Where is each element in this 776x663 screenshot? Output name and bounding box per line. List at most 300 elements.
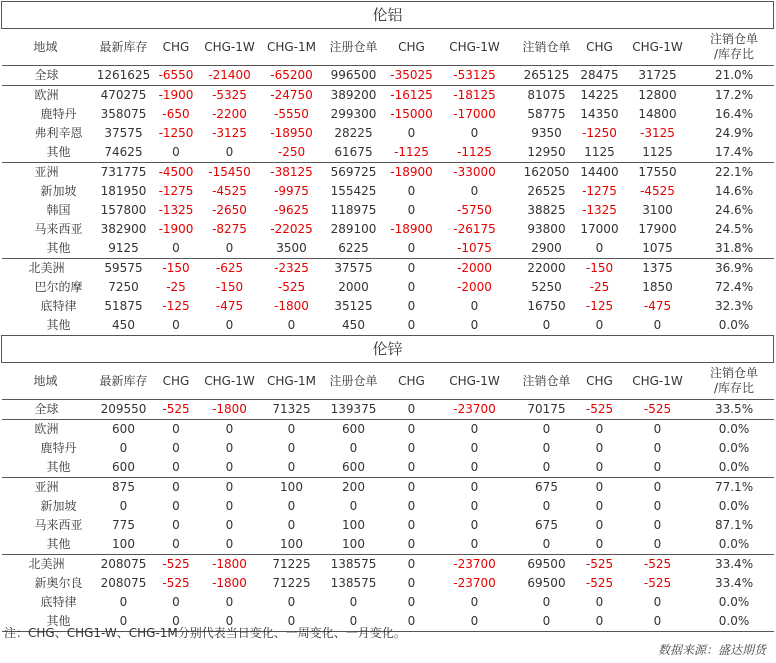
data-cell: 0 <box>389 535 435 555</box>
data-cell: 138575 <box>330 576 377 590</box>
data-cell: 0.0% <box>695 535 774 555</box>
data-cell: 87.1% <box>714 518 754 532</box>
data-cell: 600 <box>112 422 135 436</box>
data-cell: 139375 <box>319 400 389 420</box>
column-header: 注册仓单 <box>319 363 389 400</box>
data-cell: -525 <box>158 400 195 420</box>
data-cell: -23700 <box>453 576 496 590</box>
region-name: 北美洲 <box>28 261 65 275</box>
data-cell: 0 <box>349 499 358 513</box>
section-title: 伦锌 <box>2 336 774 363</box>
data-cell: -1325 <box>158 203 194 217</box>
data-cell: 3500 <box>265 239 319 259</box>
column-header: CHG <box>579 363 621 400</box>
data-cell: -2650 <box>212 203 247 217</box>
data-cell: 24.6% <box>714 203 754 217</box>
data-cell: 0 <box>172 499 180 513</box>
data-cell: 0 <box>225 422 234 436</box>
data-cell: -26175 <box>453 222 496 236</box>
section-title: 伦铝 <box>2 2 774 29</box>
data-cell: -53125 <box>435 66 515 86</box>
data-cell: -525 <box>643 576 672 590</box>
region-name: 新加坡 <box>40 499 77 513</box>
column-header: CHG-1W <box>621 29 695 66</box>
data-cell: 0.0% <box>718 441 750 455</box>
data-cell: 24.9% <box>714 126 754 140</box>
sub-region-row <box>2 182 774 201</box>
data-cell: -15450 <box>208 165 251 179</box>
sub-region-row <box>2 593 774 612</box>
sub-region-row <box>2 220 774 239</box>
data-cell: 0 <box>470 499 479 513</box>
data-cell: 0 <box>407 441 416 455</box>
data-cell: 0 <box>470 126 479 140</box>
data-cell: -5325 <box>212 88 247 102</box>
data-cell: 81075 <box>527 88 566 102</box>
data-cell: -18900 <box>390 165 433 179</box>
region-name: 全球 <box>2 400 90 420</box>
data-cell: 157800 <box>100 203 147 217</box>
data-cell: -35025 <box>389 66 435 86</box>
data-cell: 0 <box>595 518 604 532</box>
data-cell: 0 <box>158 458 195 478</box>
data-cell: 470275 <box>100 88 147 102</box>
data-cell: 0 <box>621 535 695 555</box>
data-cell: 0 <box>265 612 319 632</box>
data-cell: 0 <box>225 518 234 532</box>
data-cell: 0 <box>407 480 416 494</box>
data-cell: 118975 <box>330 203 377 217</box>
header-line: /库存比 <box>714 381 755 395</box>
data-cell: 93800 <box>527 222 566 236</box>
data-cell: -9625 <box>274 203 309 217</box>
data-cell: 0 <box>407 422 416 436</box>
column-header: CHG-1W <box>195 29 265 66</box>
data-cell: -525 <box>585 576 614 590</box>
data-cell: -2000 <box>457 261 492 275</box>
data-cell: 0 <box>287 441 296 455</box>
sub-region-row <box>2 574 774 593</box>
header-line: 注销仓单 <box>710 32 759 46</box>
data-cell: 0 <box>195 143 265 163</box>
data-cell: 775 <box>112 518 135 532</box>
column-header: CHG-1M <box>265 29 319 66</box>
data-cell: 0 <box>579 239 621 259</box>
data-cell: 35125 <box>334 299 373 313</box>
data-cell: 0 <box>225 480 234 494</box>
data-cell: 0.0% <box>718 499 750 513</box>
column-header <box>695 29 774 66</box>
data-cell: 0 <box>158 612 195 632</box>
data-cell: 37575 <box>334 261 373 275</box>
data-cell: 0 <box>158 316 195 336</box>
region-name: 鹿特丹 <box>40 107 77 121</box>
data-cell: -525 <box>579 400 621 420</box>
region-name: 新加坡 <box>40 184 77 198</box>
data-cell: 0 <box>542 595 551 609</box>
data-cell: 71225 <box>272 557 311 571</box>
data-cell: 0 <box>435 612 515 632</box>
data-cell: 0 <box>407 518 416 532</box>
data-cell: 61675 <box>319 143 389 163</box>
data-cell: 100 <box>342 518 365 532</box>
data-cell: 0 <box>542 441 551 455</box>
data-cell: 0 <box>515 316 579 336</box>
data-cell: 0 <box>470 422 479 436</box>
data-cell: -1800 <box>195 400 265 420</box>
data-cell: 569725 <box>330 165 377 179</box>
data-cell: -525 <box>162 557 190 571</box>
data-cell: 16750 <box>527 299 566 313</box>
data-cell: -22025 <box>270 222 313 236</box>
data-cell: 996500 <box>319 66 389 86</box>
data-cell: 0 <box>595 422 604 436</box>
data-cell: 0 <box>319 612 389 632</box>
sub-region-row <box>2 535 774 555</box>
data-cell: 58775 <box>527 107 566 121</box>
data-cell: 0 <box>470 518 479 532</box>
data-cell: -525 <box>585 557 614 571</box>
data-cell: 100 <box>280 480 303 494</box>
region-name: 其他 <box>2 612 90 632</box>
region-name: 巴尔的摩 <box>34 280 83 294</box>
data-cell: 77.1% <box>714 480 754 494</box>
data-cell: 675 <box>535 518 558 532</box>
column-header: 最新库存 <box>90 363 158 400</box>
region-name: 其他 <box>2 458 90 478</box>
data-cell: 71225 <box>272 576 311 590</box>
footnote: 注：CHG、CHG1-W、CHG-1M分别代表当日变化、一周变化、一月变化。 <box>4 626 406 640</box>
data-cell: 33.5% <box>695 400 774 420</box>
data-cell: 0 <box>389 612 435 632</box>
data-cell: 16.4% <box>714 107 754 121</box>
data-cell: -65200 <box>265 66 319 86</box>
column-header: CHG-1W <box>435 363 515 400</box>
data-cell: 37575 <box>104 126 143 140</box>
data-cell: -525 <box>162 576 190 590</box>
data-cell: -4525 <box>212 184 247 198</box>
data-cell: 2000 <box>338 280 369 294</box>
data-cell: 0.0% <box>695 458 774 478</box>
column-header: CHG <box>389 363 435 400</box>
region-row <box>2 478 774 498</box>
region-name: 鹿特丹 <box>40 441 77 455</box>
data-cell: 0.0% <box>695 612 774 632</box>
data-cell: -2000 <box>457 280 492 294</box>
data-cell: 0.0% <box>718 422 750 436</box>
data-cell: -2325 <box>274 261 309 275</box>
region-row <box>2 420 774 440</box>
data-cell: 358075 <box>100 107 147 121</box>
data-cell: 0 <box>653 595 662 609</box>
data-cell: 450 <box>319 316 389 336</box>
data-cell: 7250 <box>108 280 139 294</box>
data-cell: 72.4% <box>714 280 754 294</box>
data-cell: 0 <box>265 458 319 478</box>
data-cell: -125 <box>585 299 614 313</box>
data-cell: 0 <box>265 316 319 336</box>
data-cell: -18950 <box>270 126 313 140</box>
data-cell: 0 <box>407 280 416 294</box>
region-name: 其他 <box>2 316 90 336</box>
data-cell: 17000 <box>580 222 619 236</box>
data-cell: -1275 <box>158 184 194 198</box>
data-cell: -625 <box>215 261 244 275</box>
data-cell: 0 <box>470 299 479 313</box>
data-cell: 0 <box>621 316 695 336</box>
data-cell: 289100 <box>330 222 377 236</box>
data-cell: -475 <box>215 299 244 313</box>
column-header: 最新库存 <box>90 29 158 66</box>
section-title-row <box>2 336 774 363</box>
data-cell: 9350 <box>531 126 562 140</box>
region-name: 底特律 <box>40 299 77 313</box>
data-source: 数据来源：盛达期货 <box>657 643 766 657</box>
data-cell: 24.5% <box>714 222 754 236</box>
data-cell: 0 <box>470 441 479 455</box>
data-cell: 21.0% <box>695 66 774 86</box>
data-cell: -25 <box>166 280 186 294</box>
region-name: 其他 <box>2 143 90 163</box>
column-header <box>695 363 774 400</box>
data-cell: 17550 <box>638 165 677 179</box>
column-header: 地域 <box>2 29 90 66</box>
data-cell: 600 <box>90 458 158 478</box>
data-cell: -250 <box>265 143 319 163</box>
region-name: 亚洲 <box>34 480 59 494</box>
data-cell: 0 <box>435 535 515 555</box>
data-cell: 0 <box>349 595 358 609</box>
data-cell: 22000 <box>527 261 566 275</box>
data-cell: 2900 <box>515 239 579 259</box>
data-cell: 33.4% <box>714 557 754 571</box>
data-cell: 59575 <box>104 261 143 275</box>
region-name: 亚洲 <box>34 165 59 179</box>
data-cell: 14400 <box>580 165 619 179</box>
data-cell: 71325 <box>265 400 319 420</box>
data-cell: -525 <box>643 557 672 571</box>
data-cell: 208075 <box>100 557 147 571</box>
data-cell: 14.6% <box>714 184 754 198</box>
column-header: CHG <box>158 29 195 66</box>
data-cell: 0 <box>195 458 265 478</box>
data-cell: 0 <box>158 143 195 163</box>
data-cell: -24750 <box>270 88 313 102</box>
section-title-row <box>2 2 774 29</box>
data-cell: 138575 <box>330 557 377 571</box>
data-cell: -125 <box>162 299 190 313</box>
data-cell: 162050 <box>523 165 570 179</box>
data-cell: 6225 <box>319 239 389 259</box>
data-cell: -525 <box>621 400 695 420</box>
data-cell: 0 <box>653 422 662 436</box>
data-cell: -5550 <box>274 107 309 121</box>
data-cell: -475 <box>643 299 672 313</box>
data-cell: 0 <box>119 441 128 455</box>
data-cell: 0 <box>653 480 662 494</box>
data-cell: 0 <box>90 612 158 632</box>
column-header: CHG <box>158 363 195 400</box>
data-cell: 69500 <box>527 576 566 590</box>
data-cell: 17900 <box>638 222 677 236</box>
data-cell: -4525 <box>640 184 675 198</box>
data-cell: 675 <box>535 480 558 494</box>
sub-region-row <box>2 124 774 143</box>
data-cell: -18125 <box>453 88 496 102</box>
data-cell: -1900 <box>158 222 194 236</box>
data-cell: -3125 <box>212 126 247 140</box>
data-cell: 100 <box>90 535 158 555</box>
data-cell: 0 <box>653 441 662 455</box>
region-name: 北美洲 <box>28 557 65 571</box>
data-cell: 74625 <box>90 143 158 163</box>
sub-region-row <box>2 458 774 478</box>
data-cell: 0 <box>195 239 265 259</box>
data-cell: 0 <box>407 126 416 140</box>
data-cell: 1375 <box>642 261 673 275</box>
region-row <box>2 259 774 279</box>
data-cell: -3125 <box>640 126 675 140</box>
data-cell: 0 <box>470 480 479 494</box>
sub-region-row <box>2 516 774 535</box>
data-cell: 36.9% <box>714 261 754 275</box>
data-cell: 0 <box>158 535 195 555</box>
data-cell: 600 <box>319 458 389 478</box>
data-cell: 1125 <box>621 143 695 163</box>
data-cell: 0 <box>653 499 662 513</box>
sub-region-row <box>2 297 774 316</box>
data-cell: -33000 <box>453 165 496 179</box>
data-cell: 31725 <box>621 66 695 86</box>
sub-region-row <box>2 497 774 516</box>
data-cell: -1800 <box>274 299 309 313</box>
data-cell: 181950 <box>100 184 147 198</box>
data-cell: 0 <box>542 499 551 513</box>
region-name: 底特律 <box>40 595 77 609</box>
data-cell: 0 <box>172 595 180 609</box>
sub-region-row <box>2 105 774 124</box>
data-cell: 0 <box>195 535 265 555</box>
data-cell: 28225 <box>334 126 373 140</box>
data-cell: -23700 <box>453 557 496 571</box>
data-cell: -525 <box>277 280 306 294</box>
data-cell: 31.8% <box>695 239 774 259</box>
data-cell: 0 <box>158 239 195 259</box>
data-cell: -150 <box>585 261 614 275</box>
data-cell: 70175 <box>515 400 579 420</box>
column-header: CHG-1W <box>435 29 515 66</box>
data-cell: 0 <box>407 299 416 313</box>
data-cell: -1800 <box>212 557 247 571</box>
data-cell: 450 <box>90 316 158 336</box>
column-header: CHG-1M <box>265 363 319 400</box>
data-cell: 0 <box>407 203 416 217</box>
sub-region-row <box>2 316 774 336</box>
data-cell: 17.2% <box>714 88 754 102</box>
region-row <box>2 163 774 183</box>
column-header: 注销仓单 <box>515 363 579 400</box>
data-cell: -21400 <box>195 66 265 86</box>
data-cell: 0 <box>621 458 695 478</box>
region-name: 新奥尔良 <box>34 576 83 590</box>
data-cell: 0 <box>119 595 128 609</box>
data-cell: -1125 <box>389 143 435 163</box>
region-name: 欧洲 <box>34 422 59 436</box>
data-cell: 299300 <box>330 107 377 121</box>
data-cell: 51875 <box>104 299 143 313</box>
data-cell: 382900 <box>100 222 147 236</box>
data-cell: 1075 <box>621 239 695 259</box>
data-cell: 0 <box>172 518 180 532</box>
data-cell: 0 <box>172 422 180 436</box>
data-cell: 0 <box>579 612 621 632</box>
data-cell: 14225 <box>580 88 619 102</box>
data-cell: 0 <box>172 480 180 494</box>
data-cell: -15000 <box>390 107 433 121</box>
region-row <box>2 400 774 420</box>
sub-region-row <box>2 439 774 458</box>
data-cell: 389200 <box>330 88 377 102</box>
region-name: 马来西亚 <box>34 222 83 236</box>
data-cell: -1250 <box>158 126 194 140</box>
data-cell: 100 <box>265 535 319 555</box>
data-cell: 0 <box>515 612 579 632</box>
data-cell: -1250 <box>582 126 617 140</box>
data-cell: 0 <box>389 458 435 478</box>
data-cell: -9975 <box>274 184 309 198</box>
data-cell: -1900 <box>158 88 194 102</box>
data-cell: 28475 <box>579 66 621 86</box>
data-cell: 5250 <box>531 280 562 294</box>
data-cell: -4500 <box>158 165 194 179</box>
data-cell: 1261625 <box>90 66 158 86</box>
column-header: 注册仓单 <box>319 29 389 66</box>
region-name: 弗利辛恩 <box>34 126 83 140</box>
data-cell: -25 <box>589 280 610 294</box>
region-name: 韩国 <box>46 203 71 217</box>
data-cell: 0 <box>287 595 296 609</box>
data-cell: 0 <box>172 441 180 455</box>
data-cell: 0 <box>225 499 234 513</box>
column-header: CHG-1W <box>621 363 695 400</box>
data-cell: -16125 <box>390 88 433 102</box>
region-row <box>2 66 774 86</box>
data-cell: 0 <box>389 400 435 420</box>
data-cell: -1125 <box>435 143 515 163</box>
data-cell: 0 <box>407 261 416 275</box>
data-cell: 12800 <box>638 88 677 102</box>
data-cell: 0 <box>595 480 604 494</box>
column-header: 注销仓单 <box>515 29 579 66</box>
data-cell: 155425 <box>330 184 377 198</box>
data-cell: 22.1% <box>714 165 754 179</box>
data-cell: 0 <box>389 316 435 336</box>
data-cell: 208075 <box>100 576 147 590</box>
column-header: 地域 <box>2 363 90 400</box>
data-cell: 1125 <box>579 143 621 163</box>
data-cell: -1075 <box>435 239 515 259</box>
data-cell: -18900 <box>390 222 433 236</box>
data-cell: -650 <box>162 107 190 121</box>
region-row <box>2 555 774 575</box>
header-line: /库存比 <box>714 47 755 61</box>
data-cell: 0 <box>407 499 416 513</box>
data-cell: 0 <box>225 441 234 455</box>
region-name: 全球 <box>2 66 90 86</box>
sub-region-row <box>2 143 774 163</box>
data-cell: 0 <box>407 576 416 590</box>
data-cell: 0 <box>435 458 515 478</box>
